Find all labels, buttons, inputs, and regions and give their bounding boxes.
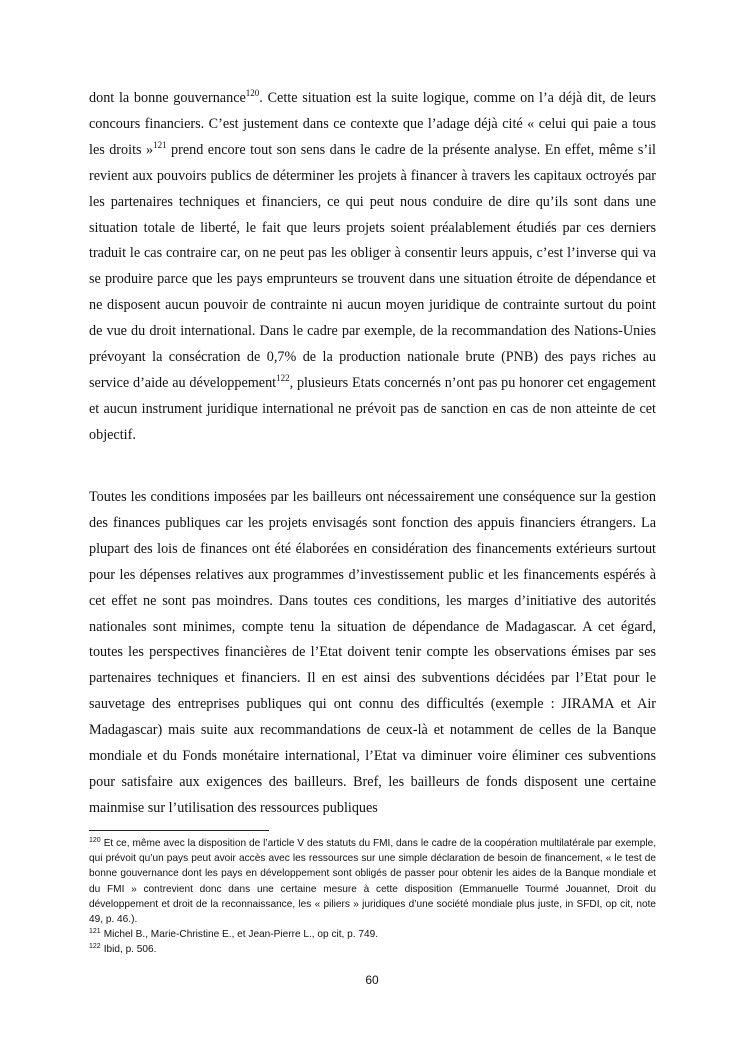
footnote-122 — [89, 942, 656, 957]
footnote-separator — [89, 830, 269, 831]
footnotes — [89, 836, 656, 958]
footnote-number: 121 — [89, 928, 101, 936]
footnote-ref-122: 122 — [276, 372, 290, 383]
paragraph-1-text-d: , plusieurs Etats concernés n’ont pas pu honorer cet engagement et aucun instrument juridique international ne prévoit pas de sanction en cas de non atteinte de cet objectif. — [89, 374, 656, 443]
paragraph-1-text-c: prend encore tout son sens dans le cadre de la présente analyse. En effet, même s’il revient aux pouvoirs publics de déterminer les projets à financer à travers les capitaux octroyés par les partenaires techniques et financiers, ce qui peut nous conduire de dire qu’ils sont dans une situation totale de liberté, le fait que leurs projets soient préalablement étudiés par ces derniers traduit le cas contraire car, on ne peut pas les obliger à consentir leurs appuis, c’est l’inverse qui va se produire parce que les pays emprunteurs se trouvent dans une situation étroite de dépendance et ne disposent aucun pouvoir de contrainte ni aucun moyen juridique de contrainte surtout du point de vue du droit international. Dans le cadre par exemple, de la recommandation des Nations-Unies prévoyant la consécration de 0,7% de la production nationale brute (PNB) des pays riches au service d’aide au développement — [89, 141, 657, 391]
paragraph-1-text-a: dont la bonne gouvernance — [89, 90, 246, 106]
footnote-121 — [89, 927, 656, 942]
footnote-ref-120: 120 — [245, 88, 260, 98]
footnote-120 — [89, 836, 656, 927]
footnote-text: Michel B., Marie-Christine E., et Jean-Pierre L., op cit, p. 749. — [103, 929, 379, 941]
footnote-text: Ibid, p. 506. — [103, 944, 157, 956]
footnote-number: 120 — [89, 837, 101, 844]
footnote-text: Et ce, même avec la disposition de l’article V des statuts du FMI, dans le cadre de la coopération multilatérale par exemple, qui prévoit qu’un pays peut avoir accès avec les ressources sur une simple déclaration de besoin de financement, « le test de bonne gouvernance dont les pays en développement sont obligés de passer pour obtenir les aides de la Banque mondiale et du FMI » contrevient donc dans une certaine mesure à cette disposition (Emmanuelle Tourmé Jouannet, Droit du développement et droit de la reconnaissance, les « piliers » juridiques d’une société mondiale plus juste, in SFDI, op cit, note 49, p. 46.). — [89, 838, 656, 926]
paragraph-1 — [89, 86, 656, 449]
paragraph-2: Toutes les conditions imposées par les bailleurs ont nécessairement une conséquence sur la gestion des finances publiques car les projets envisagés sont fonction des appuis financiers étrangers. La plupart des lois de finances ont été élaborées en considération des financements extérieurs surtout pour les dépenses relatives aux programmes d’investissement public et les financements espérés à cet effet ne sont pas moindres. Dans toutes ces conditions, les marges d’initiative des autorités nationales sont minimes, compte tenu la situation de dépendance de Madagascar. A cet égard, toutes les perspectives financières de l’Etat doivent tenir compte les observations émises par ses partenaires techniques et financiers. Il en est ainsi des subventions décidées par l’Etat pour le sauvetage des entreprises publiques qui ont connu des difficultés (exemple : JIRAMA et Air Madagascar) mais suite aux recommandations de ceux-là et notamment de celles de la Banque mondiale et du Fonds monétaire international, l’Etat va diminuer voire éliminer ces subventions pour satisfaire aux exigences des bailleurs. Bref, les bailleurs de fonds disposent une certaine mainmise sur l’utilisation des ressources publiques — [89, 489, 656, 816]
footnote-number: 122 — [89, 943, 101, 951]
page-number: 60 — [365, 973, 379, 987]
paragraph-1-text-b: . Cette situation est la suite logique, comme on l’a déjà dit, de leurs concours financiers. C’est justement dans ce contexte que l’adage déjà cité « celui qui paie a tous les droits » — [89, 90, 657, 158]
footnote-ref-121: 121 — [153, 139, 167, 150]
